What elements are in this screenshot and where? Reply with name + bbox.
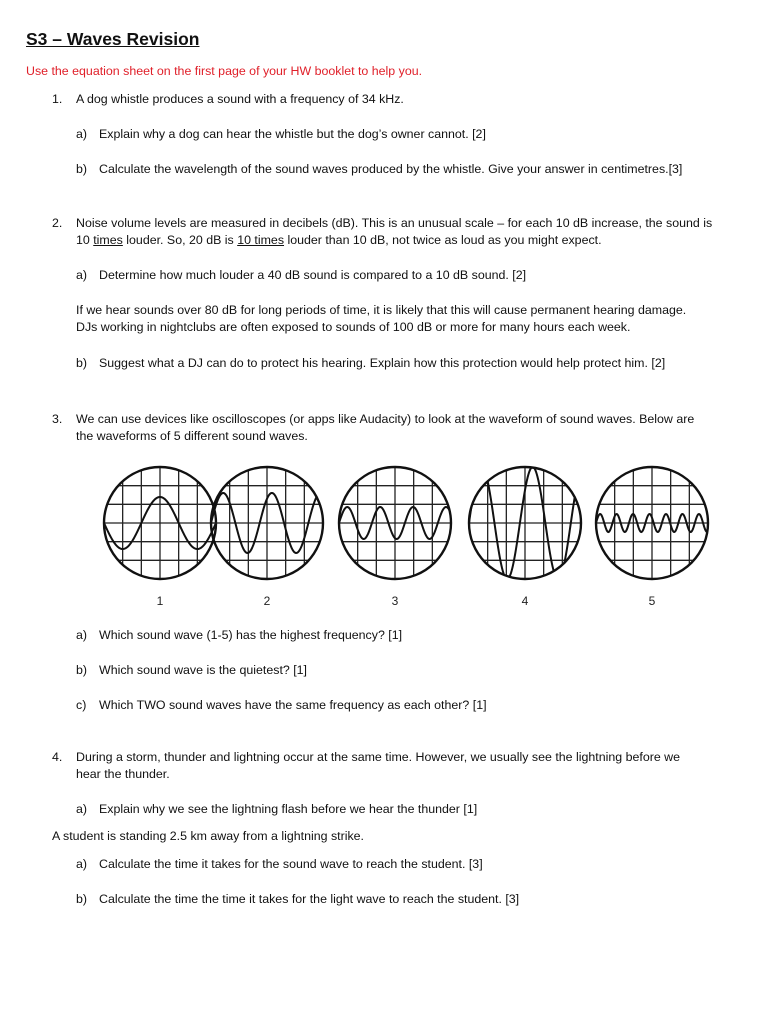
q2-paragraph-line2: DJs working in nightclubs are often exposed to sounds of 100 dB or more for many hours each week. [76,320,631,334]
q1-text: A dog whistle produces a sound with a frequency of 34 kHz. [76,92,404,106]
q2-underlined-times: times [93,233,123,247]
q2a-label: a) [76,268,88,282]
q2b-label: b) [76,356,88,370]
q2-number: 2. [52,216,63,230]
q2-line2-part: 10 [76,233,94,247]
q3b-label: b) [76,663,88,677]
scope-label-1: 1 [156,594,164,608]
q4-line2: hear the thunder. [76,767,170,781]
q3a-label: a) [76,628,88,642]
q2b-text: Suggest what a DJ can do to protect his hearing. Explain how this protection would help protect him. [2] [99,356,666,370]
instruction-text: Use the equation sheet on the first page of your HW booklet to help you. [26,64,423,78]
q1-number: 1. [52,92,63,106]
q4a-text: Explain why we see the lightning flash before we hear the thunder [1] [99,802,478,816]
q4-number: 4. [52,750,63,764]
oscilloscope-1 [104,467,216,579]
page-title: S3 – Waves Revision [26,29,200,49]
oscilloscope-2 [211,467,323,579]
q2-line1: Noise volume levels are measured in decibels (dB). This is an unusual scale – for each 10 dB increase, the sound is [76,216,713,230]
scope-label-5: 5 [648,594,656,608]
q2-line2-part: louder than 10 dB, not twice as loud as you might expect. [284,233,602,247]
q2-underlined-10-times: 10 times [237,233,285,247]
q3-line2: the waveforms of 5 different sound waves. [76,429,308,443]
oscilloscope-4 [469,467,581,579]
q3-line1: We can use devices like oscilloscopes (or apps like Audacity) to look at the waveform of sound waves. Below are [76,412,695,426]
oscilloscope-5 [596,467,708,579]
q1a-text: Explain why a dog can hear the whistle but the dog’s owner cannot. [2] [99,127,486,141]
q4b-text: Calculate the time the time it takes for the light wave to reach the student. [3] [99,892,520,906]
q4a2-text: Calculate the time it takes for the sound wave to reach the student. [3] [99,857,483,871]
oscilloscope-3 [339,467,451,579]
q2-line2 [76,232,602,248]
q1b-label: b) [76,162,88,176]
oscilloscope-figure [72,465,722,610]
scope-label-4: 4 [521,594,529,608]
scope-label-2: 2 [263,594,271,608]
q3-number: 3. [52,412,63,426]
q2a-text: Determine how much louder a 40 dB sound is compared to a 10 dB sound. [2] [99,268,527,282]
q4a-label: a) [76,802,88,816]
q2-line2-part: louder. So, 20 dB is [122,233,238,247]
q4-line1: During a storm, thunder and lightning occur at the same time. However, we usually see the lightning before we [76,750,681,764]
q1b-text: Calculate the wavelength of the sound waves produced by the whistle. Give your answer in centimetres.[3] [99,162,683,176]
q1a-label: a) [76,127,88,141]
q4b-label: b) [76,892,88,906]
q4-student-text: A student is standing 2.5 km away from a lightning strike. [52,829,364,843]
q3b-text: Which sound wave is the quietest? [1] [99,663,308,677]
q3c-text: Which TWO sound waves have the same frequency as each other? [1] [99,698,487,712]
q4a2-label: a) [76,857,88,871]
scope-label-3: 3 [391,594,399,608]
q3a-text: Which sound wave (1-5) has the highest frequency? [1] [99,628,403,642]
q3c-label: c) [76,698,87,712]
q2-paragraph-line1: If we hear sounds over 80 dB for long periods of time, it is likely that this will cause permanent hearing damage. [76,303,687,317]
